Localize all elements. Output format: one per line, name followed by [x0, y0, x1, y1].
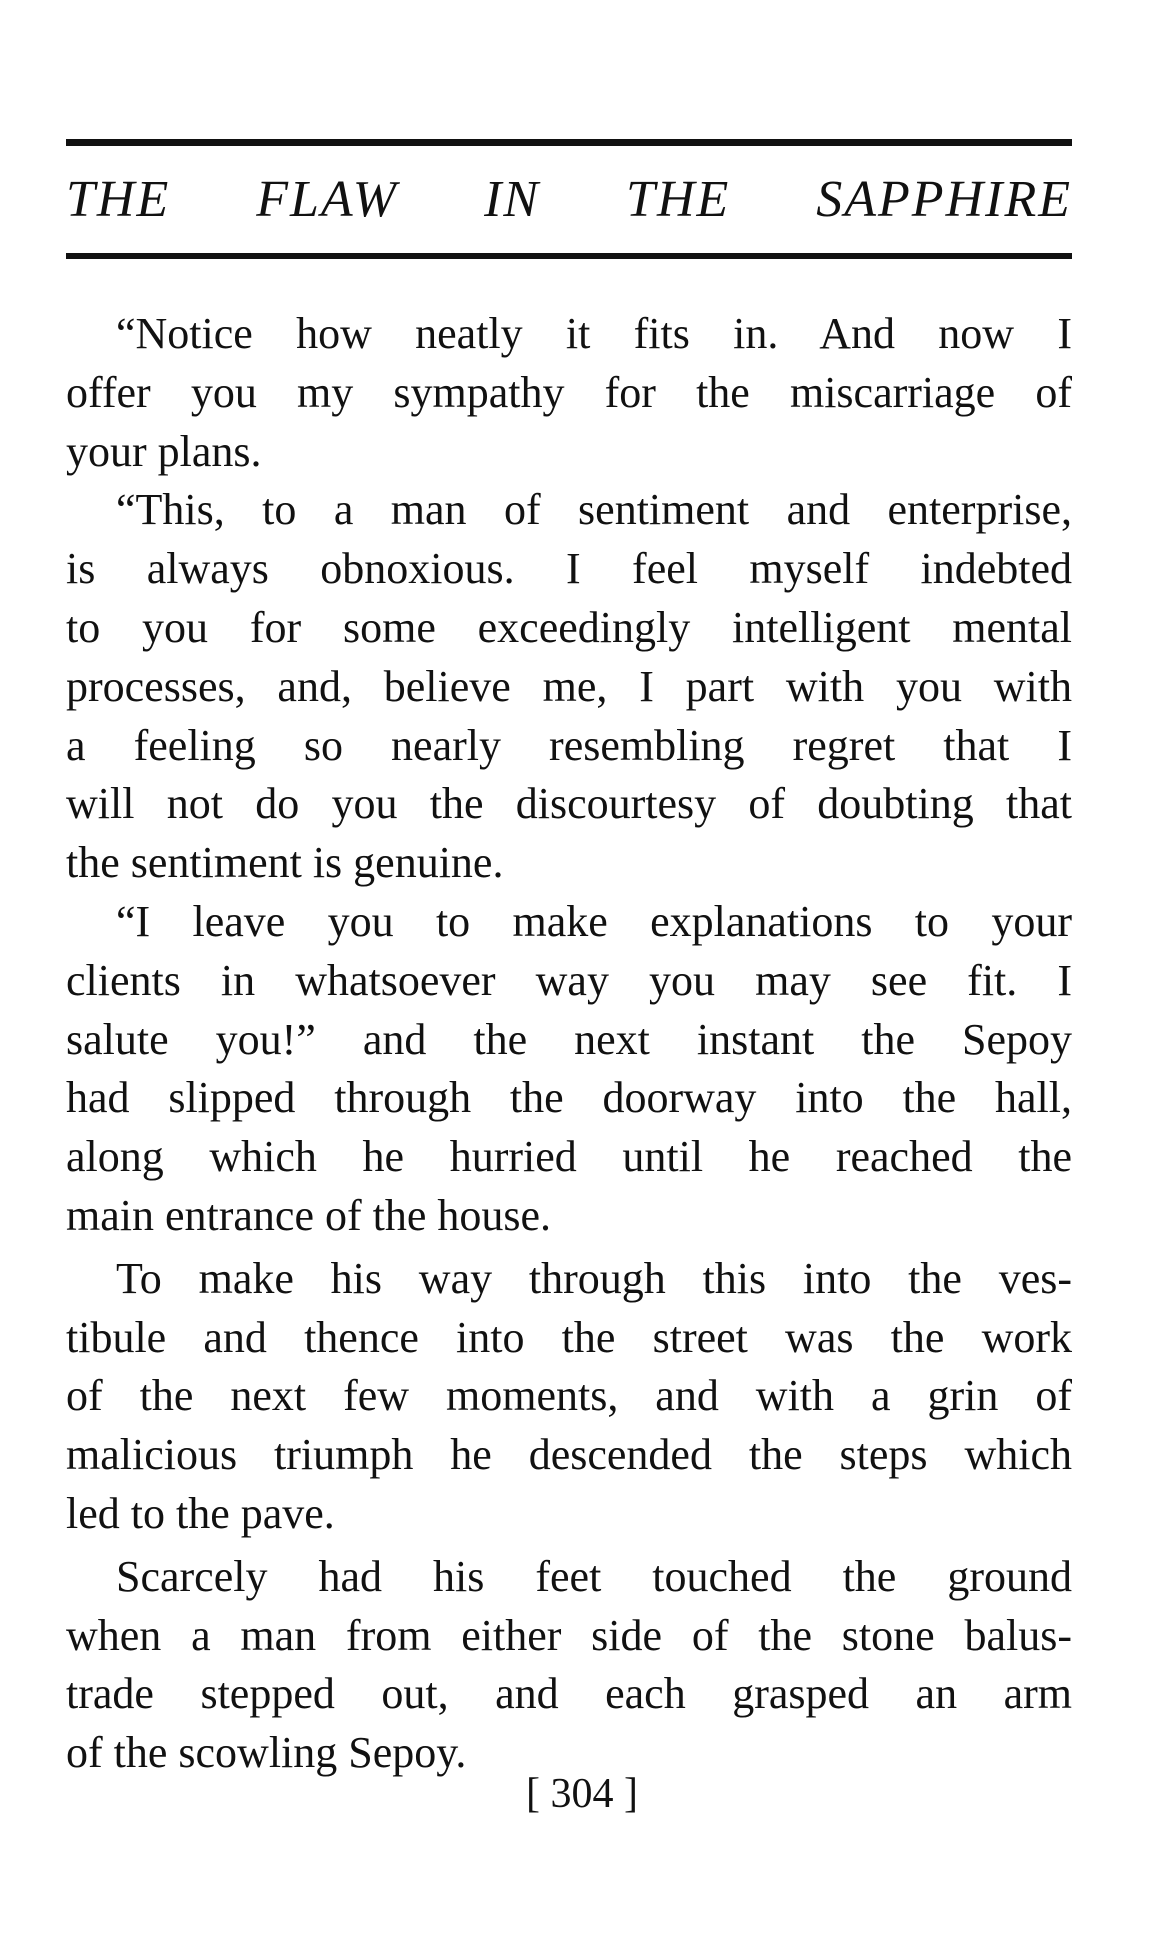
text-line: led to the pave. [66, 1488, 335, 1538]
text-line: along which he hurried until he reached the [66, 1132, 1072, 1182]
body-text [66, 305, 1072, 1783]
text-line: to you for some exceedingly intelligent mental [66, 602, 1072, 652]
text-line: main entrance of the house. [66, 1190, 552, 1240]
text-line: processes, and, believe me, I part with you with [66, 661, 1072, 711]
running-head [66, 164, 1072, 236]
text-line: when a man from either side of the stone balus- [66, 1610, 1072, 1660]
header-top-rule [66, 139, 1072, 146]
text-line: your plans. [66, 426, 262, 476]
page-number: [ 304 ] [526, 1771, 638, 1817]
text-line: a feeling so nearly resembling regret that I [66, 720, 1072, 770]
running-head-word: THE [66, 171, 171, 228]
text-line: will not do you the discourtesy of doubting that [66, 779, 1072, 829]
text-line: had slipped through the doorway into the hall, [66, 1073, 1072, 1123]
running-head-word: SAPPHIRE [816, 171, 1072, 228]
running-head-word: THE [626, 171, 731, 228]
text-line: “This, to a man of sentiment and enterprise, [116, 485, 1072, 535]
text-line: is always obnoxious. I feel myself indebted [66, 544, 1072, 594]
text-line: salute you!” and the next instant the Sepoy [66, 1014, 1072, 1064]
text-line: tibule and thence into the street was the work [66, 1312, 1072, 1362]
header-bottom-rule [66, 253, 1072, 259]
text-line: offer you my sympathy for the miscarriage of [66, 367, 1072, 417]
text-line: the sentiment is genuine. [66, 838, 504, 888]
text-line: of the scowling Sepoy. [66, 1728, 467, 1778]
text-line: clients in whatsoever way you may see fit. I [66, 955, 1072, 1005]
text-line: “I leave you to make explanations to your [116, 896, 1072, 946]
text-line: “Notice how neatly it fits in. And now I [116, 309, 1072, 358]
text-line: Scarcely had his feet touched the ground [116, 1551, 1072, 1601]
running-head-word: IN [484, 171, 541, 228]
text-line: of the next few moments, and with a grin of [66, 1371, 1072, 1421]
text-line: malicious triumph he descended the steps which [66, 1430, 1072, 1480]
text-line: To make his way through this into the ves- [116, 1253, 1072, 1303]
running-head-word: FLAW [256, 171, 399, 228]
text-line: trade stepped out, and each grasped an arm [66, 1669, 1072, 1719]
